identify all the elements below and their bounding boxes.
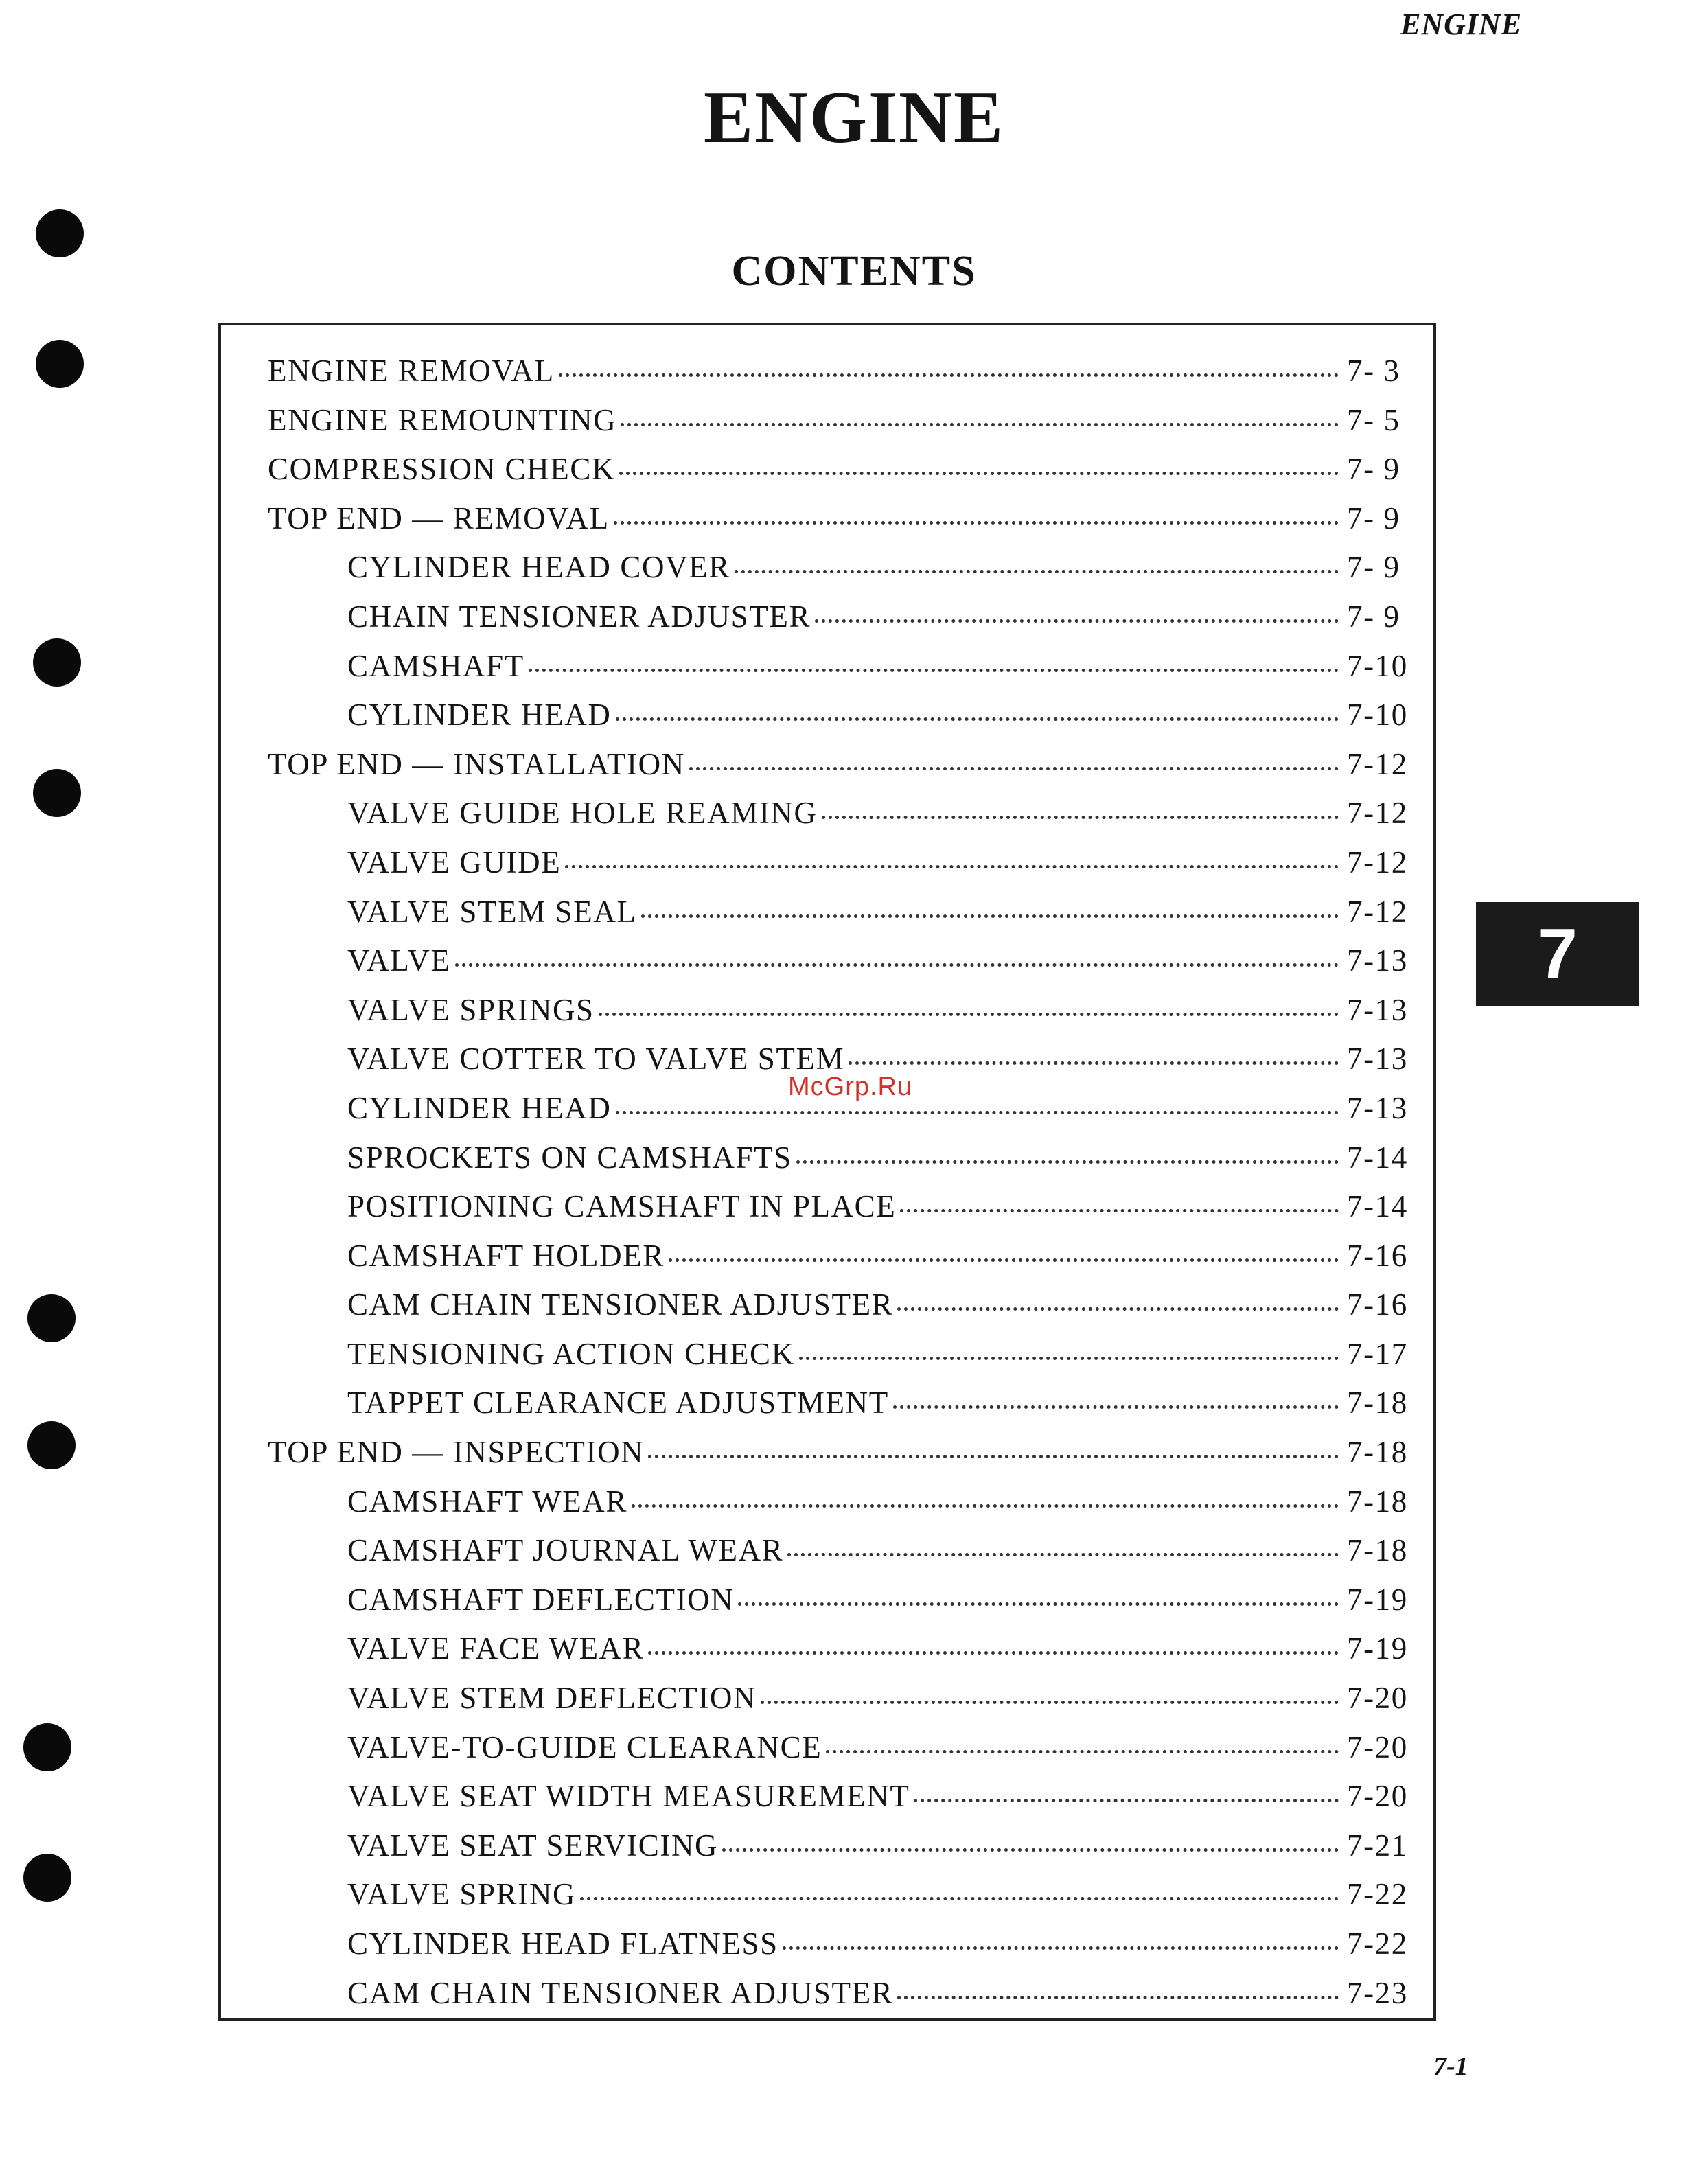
binder-hole-icon (23, 1723, 71, 1771)
toc-entry-page: 7-12 (1347, 894, 1408, 929)
toc-entry-label: CAMSHAFT JOURNAL WEAR (347, 1533, 784, 1568)
toc-entry-label: VALVE GUIDE (347, 844, 562, 879)
toc-entry-label: CAMSHAFT HOLDER (347, 1238, 665, 1273)
dot-leader (632, 1504, 1339, 1508)
toc-entry-label: ENGINE REMOUNTING (268, 402, 617, 437)
dot-leader (614, 521, 1339, 525)
dot-leader (669, 1258, 1339, 1262)
toc-entry-page: 7-14 (1347, 1140, 1408, 1175)
binder-hole-icon (23, 1854, 71, 1902)
toc-subentry (221, 1582, 1433, 1631)
toc-entry-label: VALVE (347, 943, 451, 978)
toc-entry-label: CYLINDER HEAD (347, 1090, 612, 1125)
dot-leader (787, 1553, 1339, 1556)
dot-leader (619, 472, 1339, 475)
running-header: ENGINE (1400, 8, 1523, 41)
toc-entry-label: CHAIN TENSIONER ADJUSTER (347, 599, 811, 634)
toc-entry-page: 7-18 (1347, 1533, 1408, 1568)
toc-entry-label: TOP END — REMOVAL (268, 500, 610, 536)
toc-entry-label: VALVE SPRING (347, 1877, 577, 1912)
toc-entry (221, 451, 1433, 500)
toc-entry-label: TOP END — INSTALLATION (268, 746, 685, 781)
dot-leader (822, 816, 1339, 819)
binder-hole-icon (33, 638, 81, 687)
dot-leader (761, 1701, 1339, 1704)
dot-leader (893, 1405, 1339, 1409)
dot-leader (648, 1651, 1339, 1655)
toc-entry-label: VALVE SEAT SERVICING (347, 1828, 719, 1863)
toc-entry-page: 7-18 (1347, 1435, 1408, 1470)
toc-entry-label: CYLINDER HEAD FLATNESS (347, 1926, 778, 1961)
toc-entry-label: CAM CHAIN TENSIONER ADJUSTER (347, 1287, 894, 1322)
toc-subentry (221, 1778, 1433, 1828)
toc-subentry (221, 1631, 1433, 1680)
toc-entry-page: 7-12 (1347, 796, 1408, 831)
toc-subentry (221, 1876, 1433, 1926)
dot-leader (914, 1799, 1339, 1802)
binder-hole-icon (33, 769, 81, 817)
toc-entry-label: CAMSHAFT (347, 648, 524, 683)
toc-entry-page: 7-20 (1347, 1681, 1408, 1716)
toc-entry-page: 7- 5 (1347, 402, 1400, 437)
toc-subentry (221, 1729, 1433, 1779)
toc-subentry (221, 549, 1433, 599)
toc-entry-label: CYLINDER HEAD COVER (347, 550, 730, 585)
toc-entry-label: CYLINDER HEAD (347, 698, 612, 733)
dot-leader (897, 1307, 1339, 1311)
toc-subentry (221, 1532, 1433, 1582)
toc-entry-label: TOP END — INSPECTION (268, 1435, 645, 1470)
dot-leader (616, 1111, 1339, 1114)
toc-entry-label: CAM CHAIN TENSIONER ADJUSTER (347, 1975, 894, 2010)
toc-entry-page: 7-20 (1347, 1779, 1408, 1814)
dot-leader (900, 1209, 1339, 1212)
dot-leader (849, 1061, 1339, 1065)
page-title: ENGINE (703, 77, 1005, 159)
toc-entry-page: 7-22 (1347, 1926, 1408, 1961)
toc-entry-page: 7- 9 (1347, 599, 1400, 634)
dot-leader (599, 1013, 1339, 1016)
toc-entry-page: 7-19 (1347, 1582, 1408, 1617)
toc-entry-label: VALVE GUIDE HOLE REAMING (347, 796, 818, 831)
toc-entry-label: COMPRESSION CHECK (268, 452, 616, 487)
toc-subentry (221, 992, 1433, 1042)
toc-entry-label: CAMSHAFT DEFLECTION (347, 1582, 735, 1617)
toc-entry-page: 7-18 (1347, 1484, 1408, 1519)
toc-entry-page: 7-16 (1347, 1287, 1408, 1322)
dot-leader (897, 1996, 1339, 1999)
toc-entry-page: 7-13 (1347, 1090, 1408, 1125)
toc-entry-page: 7-19 (1347, 1631, 1408, 1666)
toc-entry-label: VALVE STEM DEFLECTION (347, 1681, 757, 1716)
toc-subentry (221, 648, 1433, 698)
toc-entry-page: 7-18 (1347, 1385, 1408, 1420)
toc-entry-page: 7-14 (1347, 1189, 1408, 1224)
toc-entry-label: TAPPET CLEARANCE ADJUSTMENT (347, 1385, 889, 1420)
dot-leader (738, 1602, 1339, 1606)
page-number: 7-1 (1433, 2052, 1468, 2081)
toc-entry (221, 353, 1433, 402)
contents-heading: CONTENTS (731, 248, 977, 295)
toc-subentry (221, 1828, 1433, 1877)
toc-subentry (221, 1680, 1433, 1729)
toc-entry-label: VALVE STEM SEAL (347, 894, 637, 929)
toc-entry-label: TENSIONING ACTION CHECK (347, 1336, 795, 1371)
toc-subentry (221, 844, 1433, 894)
toc-entry-page: 7-13 (1347, 1042, 1408, 1077)
dot-leader (565, 865, 1339, 868)
dot-leader (826, 1750, 1339, 1753)
toc-entry-page: 7- 3 (1347, 354, 1400, 388)
binder-hole-icon (36, 209, 84, 257)
dot-leader (796, 1160, 1339, 1164)
toc-entry (221, 402, 1433, 452)
dot-leader (641, 914, 1339, 918)
toc-subentry (221, 1926, 1433, 1975)
toc-subentry (221, 1287, 1433, 1336)
dot-leader (455, 963, 1339, 967)
toc-entry-page: 7-10 (1347, 648, 1408, 683)
section-tab: 7 (1476, 902, 1639, 1006)
toc-subentry (221, 1188, 1433, 1238)
toc-entry-page: 7-10 (1347, 698, 1408, 733)
toc-entry-label: VALVE COTTER TO VALVE STEM (347, 1042, 845, 1077)
toc-subentry (221, 599, 1433, 648)
toc-entry-label: ENGINE REMOVAL (268, 354, 555, 388)
binder-hole-icon (36, 340, 84, 388)
binder-hole-icon (27, 1421, 76, 1469)
toc-entry-page: 7-21 (1347, 1828, 1408, 1863)
toc-entry-page: 7- 9 (1347, 452, 1400, 487)
toc-entry-label: VALVE SPRINGS (347, 992, 595, 1027)
toc-entry-label: VALVE FACE WEAR (347, 1631, 645, 1666)
dot-leader (559, 373, 1339, 377)
toc-entry-page: 7-22 (1347, 1877, 1408, 1912)
dot-leader (580, 1897, 1339, 1900)
toc-entry (221, 500, 1433, 550)
toc-entry (221, 746, 1433, 796)
toc-entry-page: 7-16 (1347, 1238, 1408, 1273)
toc-subentry (221, 1484, 1433, 1533)
dot-leader (689, 767, 1339, 770)
toc-entry (221, 1434, 1433, 1484)
toc-entry-page: 7-13 (1347, 943, 1408, 978)
dot-leader (648, 1455, 1339, 1458)
contents-box (218, 323, 1436, 2021)
binder-hole-icon (27, 1294, 76, 1342)
toc-entry-page: 7-12 (1347, 746, 1408, 781)
dot-leader (722, 1848, 1339, 1852)
toc-entry-label: SPROCKETS ON CAMSHAFTS (347, 1140, 792, 1175)
dot-leader (621, 423, 1339, 426)
toc-subentry (221, 1975, 1433, 2025)
dot-leader (799, 1357, 1339, 1360)
toc-subentry (221, 1336, 1433, 1385)
toc-subentry (221, 943, 1433, 992)
toc-entry-page: 7-12 (1347, 844, 1408, 879)
dot-leader (815, 619, 1339, 623)
toc-entry-page: 7-17 (1347, 1336, 1408, 1371)
toc-subentry (221, 697, 1433, 746)
toc-entry-page: 7- 9 (1347, 500, 1400, 536)
dot-leader (529, 669, 1339, 672)
toc-entry-page: 7-20 (1347, 1729, 1408, 1764)
toc-entry-label: POSITIONING CAMSHAFT IN PLACE (347, 1189, 897, 1224)
dot-leader (616, 717, 1339, 721)
toc-entry-page: 7-13 (1347, 992, 1408, 1027)
toc-entry-label: VALVE-TO-GUIDE CLEARANCE (347, 1729, 822, 1764)
toc-list (221, 353, 1433, 2024)
toc-subentry (221, 1238, 1433, 1287)
toc-subentry (221, 1140, 1433, 1189)
dot-leader (783, 1946, 1339, 1950)
toc-entry-label: VALVE SEAT WIDTH MEASUREMENT (347, 1779, 910, 1814)
toc-entry-page: 7- 9 (1347, 550, 1400, 585)
toc-subentry (221, 1385, 1433, 1434)
toc-entry-page: 7-23 (1347, 1975, 1408, 2010)
dot-leader (735, 570, 1339, 573)
toc-subentry (221, 795, 1433, 844)
toc-entry-label: CAMSHAFT WEAR (347, 1484, 627, 1519)
toc-subentry (221, 894, 1433, 943)
watermark: McGrp.Ru (788, 1072, 913, 1101)
